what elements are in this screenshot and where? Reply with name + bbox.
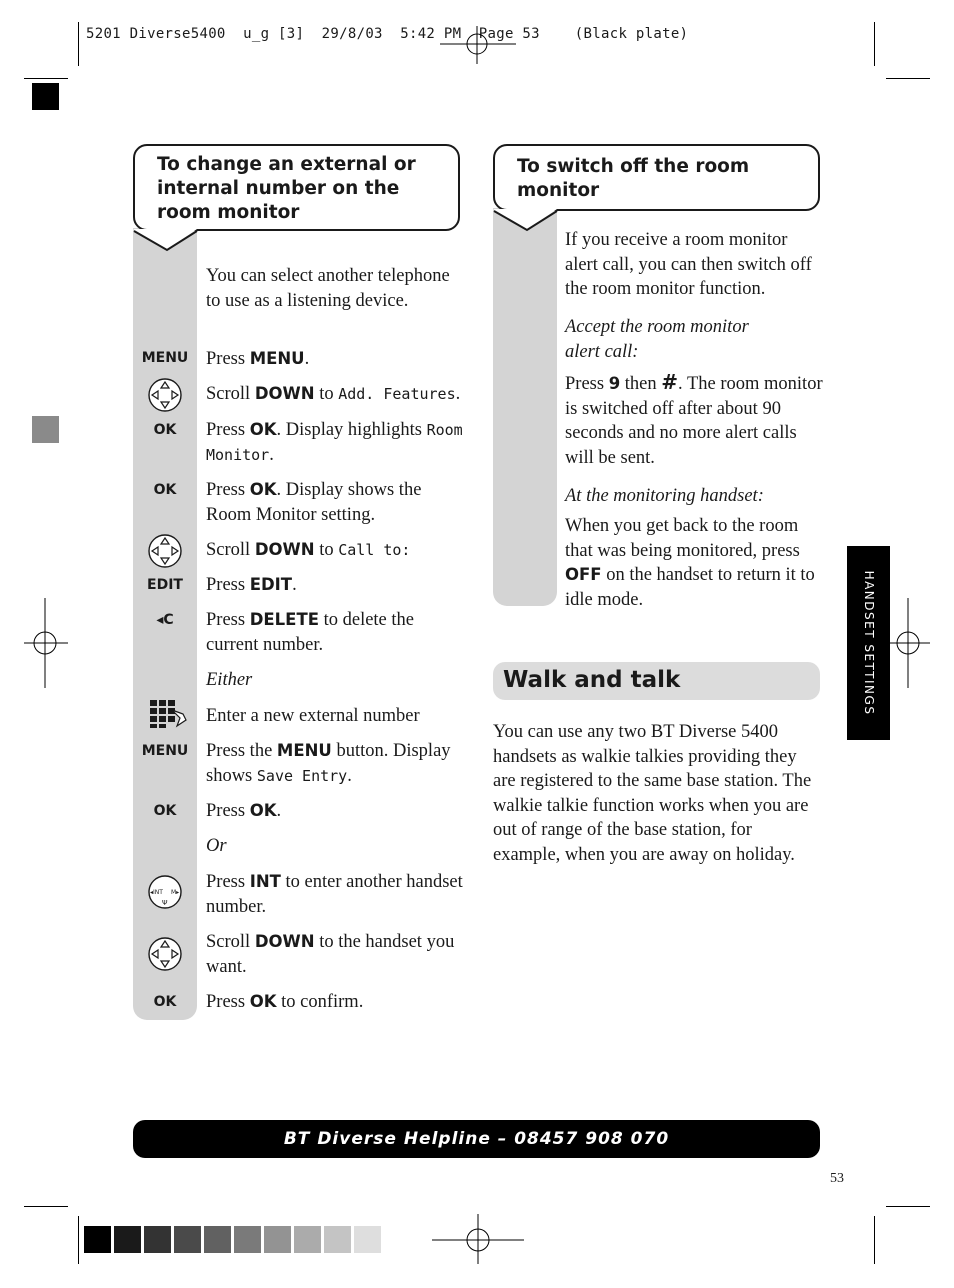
- step-press-edit: Press EDIT.: [206, 575, 297, 595]
- ok-key-label: OK: [153, 422, 177, 438]
- keypad-icon: [150, 700, 190, 728]
- step-press-ok-shows-setting: Press OK. Display shows the Room Monitor setting.: [206, 480, 422, 525]
- navigation-key-icon: [147, 533, 183, 569]
- helpline-footer: BT Diverse Helpline – 08457 908 070: [133, 1120, 820, 1158]
- section-side-tab: HANDSET SETTINGS: [847, 546, 890, 740]
- int-icon-label-right: M▸: [171, 889, 180, 896]
- switch-off-intro: If you receive a room monitor alert call, you can then switch off the room monitor function.: [565, 230, 812, 299]
- ok-key-label: OK: [153, 994, 177, 1010]
- menu-key-label: MENU: [141, 350, 189, 366]
- callout-title: To change an external or internal number on the room monitor: [157, 154, 416, 223]
- edit-key-label: EDIT: [147, 577, 183, 593]
- subheading-monitoring-handset: At the monitoring handset:: [565, 486, 764, 506]
- step-press-delete: Press DELETE to delete the current number.: [206, 610, 414, 655]
- menu-key-label: MENU: [141, 743, 189, 759]
- int-icon-label-left: ◂INT: [150, 889, 163, 896]
- int-key-icon: [147, 874, 183, 910]
- step-press-ok-confirm: Press OK to confirm.: [206, 992, 364, 1012]
- or-label: Or: [206, 836, 227, 856]
- step-press-ok: Press OK.: [206, 801, 282, 821]
- step-press-menu: Press MENU.: [206, 349, 310, 369]
- int-icon-label-bottom: Ψ: [162, 899, 168, 907]
- registration-mark-bottom: [432, 1214, 524, 1264]
- registration-mark-right: [886, 598, 930, 688]
- step-enter-number: Enter a new external number: [206, 706, 420, 726]
- registration-mark-left: [24, 598, 68, 688]
- navigation-key-icon: [147, 377, 183, 413]
- delete-key-label: ◂C: [156, 612, 174, 628]
- step-press-menu-save: Press the MENU button. Display shows Save Entry.: [206, 741, 451, 786]
- step-scroll-add-features: Scroll DOWN to Add. Features.: [206, 384, 461, 404]
- black-square-marker: [32, 83, 59, 110]
- ok-key-label: OK: [153, 803, 177, 819]
- callout-title: To switch off the room monitor: [517, 156, 750, 201]
- page-number: 53: [830, 1171, 844, 1186]
- callout-change-number: [133, 144, 460, 231]
- either-label: Either: [206, 670, 253, 690]
- registration-mark-top: [440, 26, 516, 66]
- subheading-accept-call: Accept the room monitor alert call:: [565, 317, 749, 362]
- key-strip-right: [493, 208, 557, 606]
- press-off-text: When you get back to the room that was being monitored, press OFF on the handset to return it to idle mode.: [565, 516, 815, 610]
- print-slug: 5201 Diverse5400 u_g [3] 29/8/03 5:42 PM Page 53 (Black plate): [86, 26, 689, 42]
- step-press-int: Press INT to enter another handset number.: [206, 872, 463, 917]
- callout-switch-off: [493, 144, 820, 211]
- press-9-hash-text: Press 9 then #. The room monitor is switched off after about 90 seconds and no more alert calls will be sent.: [565, 370, 823, 468]
- walk-and-talk-heading: Walk and talk: [493, 662, 820, 700]
- callout-tail-right: [493, 209, 559, 233]
- grey-square-marker: [32, 416, 59, 443]
- callout-tail-left: [133, 229, 199, 253]
- navigation-key-icon: [147, 936, 183, 972]
- step-scroll-handset: Scroll DOWN to the handset you want.: [206, 932, 455, 977]
- step-scroll-call-to: Scroll DOWN to Call to:: [206, 540, 411, 560]
- step-press-ok-highlights: Press OK. Display highlights Room Monitor.: [206, 420, 463, 465]
- walk-and-talk-text: You can use any two BT Diverse 5400 handsets as walkie talkies providing they are registered to the same base station. The walkie talkie function works when you are out of range of the base station, for example, when you are away on holiday.: [493, 722, 812, 865]
- intro-text: You can select another telephone to use as a listening device.: [206, 266, 450, 311]
- ok-key-label: OK: [153, 482, 177, 498]
